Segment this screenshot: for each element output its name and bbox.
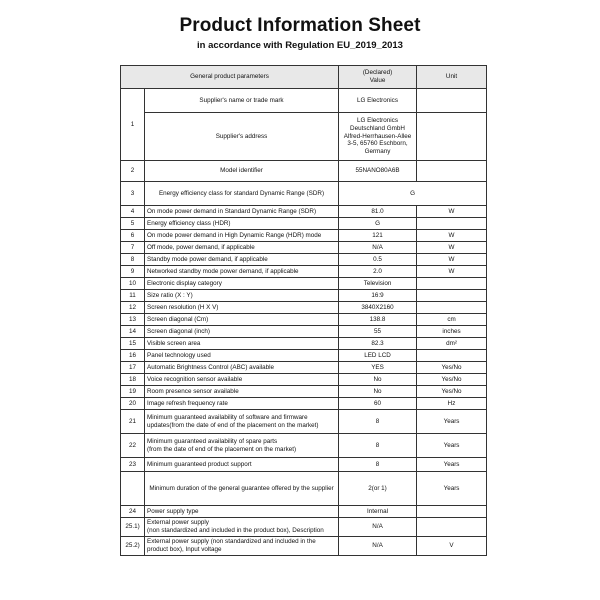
row-number: 19 <box>121 386 145 398</box>
table-row <box>121 458 487 472</box>
row-parameter <box>145 410 339 434</box>
row-number: 17 <box>121 362 145 374</box>
row-number: 18 <box>121 374 145 386</box>
row-number: 2 <box>121 161 145 182</box>
row-number: 1 <box>121 89 145 161</box>
row-unit: Yes/No <box>417 362 487 374</box>
row-unit <box>417 518 487 537</box>
row-unit: W <box>417 266 487 278</box>
row-number: 16 <box>121 350 145 362</box>
row-unit <box>417 506 487 518</box>
table-row <box>121 314 487 326</box>
row-value: G <box>339 218 417 230</box>
row-unit: Years <box>417 458 487 472</box>
row-number: 25.2) <box>121 537 145 556</box>
row-parameter: Room presence sensor available <box>145 386 339 398</box>
row-parameter-line2: updates(from the date of end of the placement on the market) <box>147 421 319 429</box>
row-parameter: Off mode, power demand, if applicable <box>145 242 339 254</box>
row-parameter: Screen diagonal (inch) <box>145 326 339 338</box>
row-parameter-line2: (from the date of end of the placement on the market) <box>147 445 297 453</box>
row-unit <box>417 350 487 362</box>
table-row <box>121 374 487 386</box>
row-unit: Yes/No <box>417 374 487 386</box>
row-parameter <box>145 537 339 556</box>
table-row <box>121 434 487 458</box>
table-row <box>121 506 487 518</box>
row-unit: Years <box>417 410 487 434</box>
row-parameter: Minimum duration of the general guarantee offered by the supplier <box>145 472 339 506</box>
row-parameter: Minimum guaranteed product support <box>145 458 339 472</box>
row-number: 11 <box>121 290 145 302</box>
row-parameter: Energy efficiency class (HDR) <box>145 218 339 230</box>
row-unit <box>417 278 487 290</box>
table-row <box>121 338 487 350</box>
row-value: Television <box>339 278 417 290</box>
row-unit: Hz <box>417 398 487 410</box>
row-number: 25.1) <box>121 518 145 537</box>
row-number: 23 <box>121 458 145 472</box>
row-value: No <box>339 374 417 386</box>
page-title: Product Information Sheet <box>179 15 421 36</box>
row-value: N/A <box>339 518 417 537</box>
row-parameter: Panel technology used <box>145 350 339 362</box>
row-value: G <box>339 182 487 206</box>
row-parameter: Supplier's name or trade mark <box>145 89 339 113</box>
row-parameter <box>145 434 339 458</box>
row-unit <box>417 302 487 314</box>
table-row <box>121 386 487 398</box>
header-unit: Unit <box>417 66 487 89</box>
table-row <box>121 350 487 362</box>
row-value: 82.3 <box>339 338 417 350</box>
row-parameter: Supplier's address <box>145 113 339 161</box>
row-parameter <box>145 518 339 537</box>
row-parameter: Visible screen area <box>145 338 339 350</box>
table-row <box>121 398 487 410</box>
row-value: No <box>339 386 417 398</box>
row-number: 12 <box>121 302 145 314</box>
table-row <box>121 362 487 374</box>
row-value: N/A <box>339 537 417 556</box>
row-value: YES <box>339 362 417 374</box>
row-unit: W <box>417 230 487 242</box>
row-unit: Years <box>417 472 487 506</box>
row-number: 15 <box>121 338 145 350</box>
row-value: 138.8 <box>339 314 417 326</box>
row-parameter-line2: (non standardized and included in the product box), Description <box>147 527 324 534</box>
row-unit: V <box>417 537 487 556</box>
table-row <box>121 206 487 218</box>
row-unit: cm <box>417 314 487 326</box>
row-parameter: Energy efficiency class for standard Dynamic Range (SDR) <box>145 182 339 206</box>
row-parameter: Automatic Brightness Control (ABC) available <box>145 362 339 374</box>
row-parameter: On mode power demand in High Dynamic Range (HDR) mode <box>145 230 339 242</box>
row-parameter: Screen diagonal (Cm) <box>145 314 339 326</box>
row-number: 5 <box>121 218 145 230</box>
row-value: 2.0 <box>339 266 417 278</box>
row-unit <box>417 89 487 113</box>
row-number: 24 <box>121 506 145 518</box>
row-number: 3 <box>121 182 145 206</box>
row-value: LED LCD <box>339 350 417 362</box>
row-number: 4 <box>121 206 145 218</box>
row-number <box>121 472 145 506</box>
table-row <box>121 161 487 182</box>
row-unit: dm² <box>417 338 487 350</box>
table-row <box>121 410 487 434</box>
table-row <box>121 113 487 161</box>
row-parameter-line1: Minimum guaranteed availability of spare parts <box>147 437 278 445</box>
row-unit <box>417 218 487 230</box>
row-parameter-line1: External power supply (non standardized and included in the <box>147 538 316 546</box>
row-number: 22 <box>121 434 145 458</box>
row-number: 10 <box>121 278 145 290</box>
row-unit: W <box>417 206 487 218</box>
row-parameter: Networked standby mode power demand, if applicable <box>145 266 339 278</box>
row-number: 6 <box>121 230 145 242</box>
table-row <box>121 218 487 230</box>
row-parameter: Electronic display category <box>145 278 339 290</box>
row-value: 2(or 1) <box>339 472 417 506</box>
row-parameter: Model identifier <box>145 161 339 182</box>
row-unit <box>417 161 487 182</box>
table-row <box>121 472 487 506</box>
row-value: 8 <box>339 458 417 472</box>
header-value-line2: Value <box>369 77 386 84</box>
row-number: 20 <box>121 398 145 410</box>
row-value: 8 <box>339 434 417 458</box>
row-value: LG Electronics Deutschland GmbH Alfred-Herrhausen-Allee 3-5, 65760 Eschborn, Germany <box>339 113 417 161</box>
row-number: 21 <box>121 410 145 434</box>
row-unit <box>417 290 487 302</box>
header-parameters: General product parameters <box>121 66 339 89</box>
row-parameter: Screen resolution (H X V) <box>145 302 339 314</box>
row-unit: Years <box>417 434 487 458</box>
row-value: Internal <box>339 506 417 518</box>
row-value: 60 <box>339 398 417 410</box>
row-value: 0.5 <box>339 254 417 266</box>
table-row <box>121 254 487 266</box>
row-value: 55NANO80A6B <box>339 161 417 182</box>
row-value: 55 <box>339 326 417 338</box>
row-value: 8 <box>339 410 417 434</box>
table-row <box>121 242 487 254</box>
row-value: 81.0 <box>339 206 417 218</box>
row-value: 16:9 <box>339 290 417 302</box>
table-row <box>121 89 487 113</box>
row-number: 14 <box>121 326 145 338</box>
row-unit: W <box>417 242 487 254</box>
row-unit: Yes/No <box>417 386 487 398</box>
header-declared-value <box>339 66 417 89</box>
row-parameter: Image refresh frequency rate <box>145 398 339 410</box>
table-row <box>121 518 487 537</box>
row-number: 7 <box>121 242 145 254</box>
row-parameter: Power supply type <box>145 506 339 518</box>
table-row <box>121 326 487 338</box>
table-row <box>121 278 487 290</box>
row-parameter-line1: External power supply <box>147 519 209 527</box>
table-row <box>121 537 487 556</box>
row-parameter-line1: Minimum guaranteed availability of software and firmware <box>147 413 308 421</box>
row-value: 3840X2160 <box>339 302 417 314</box>
row-unit <box>417 113 487 161</box>
row-parameter: Standby mode power demand, if applicable <box>145 254 339 266</box>
row-value: N/A <box>339 242 417 254</box>
row-value: LG Electronics <box>339 89 417 113</box>
table-row <box>121 290 487 302</box>
table-row <box>121 182 487 206</box>
row-number: 13 <box>121 314 145 326</box>
row-parameter: Size ratio (X : Y) <box>145 290 339 302</box>
row-parameter: Voice recognition sensor available <box>145 374 339 386</box>
header-value-line1: (Declared) <box>362 69 393 77</box>
product-info-table <box>120 65 487 556</box>
row-unit: inches <box>417 326 487 338</box>
row-parameter: On mode power demand in Standard Dynamic Range (SDR) <box>145 206 339 218</box>
row-value: 121 <box>339 230 417 242</box>
table-row <box>121 230 487 242</box>
table-row <box>121 302 487 314</box>
row-parameter-line2: product box), Input voltage <box>147 546 222 553</box>
page-subtitle: in accordance with Regulation EU_2019_2013 <box>197 40 403 51</box>
table-row <box>121 266 487 278</box>
row-number: 9 <box>121 266 145 278</box>
row-number: 8 <box>121 254 145 266</box>
row-unit: W <box>417 254 487 266</box>
